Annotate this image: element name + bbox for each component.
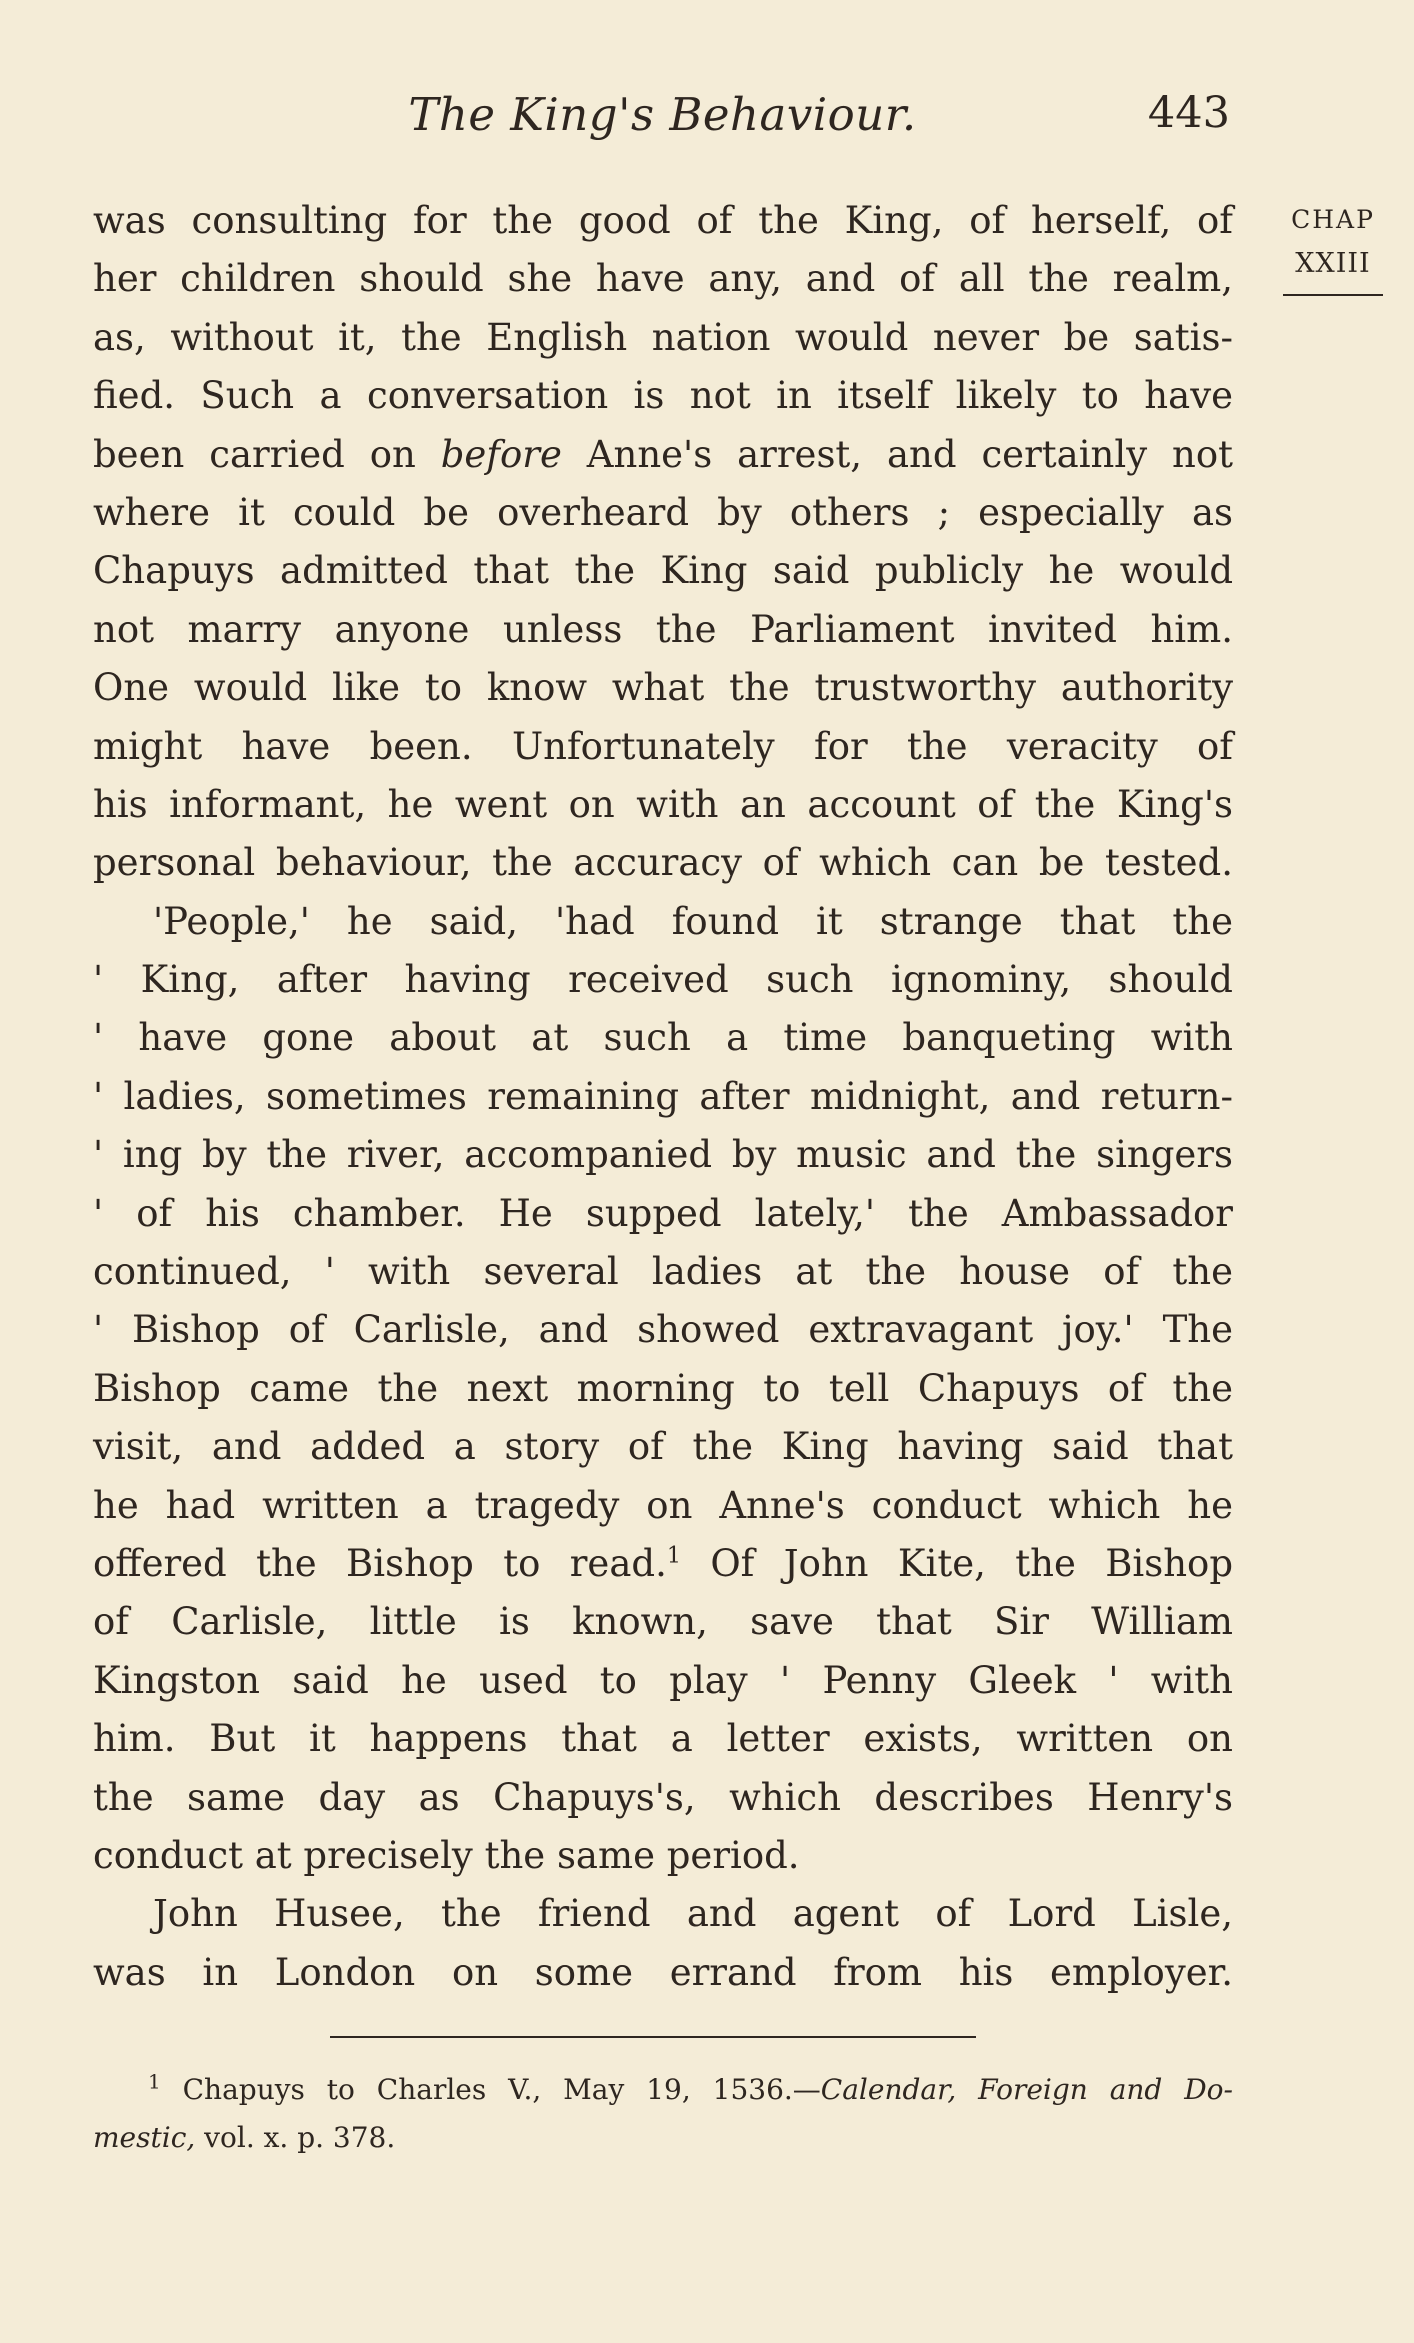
text-line: his informant, he went on with an account of the King's	[93, 782, 1233, 826]
text-line: ' of his chamber. He supped lately,' the Ambassador	[93, 1191, 1233, 1235]
text-line: the same day as Chapuys's, which describes Henry's	[93, 1775, 1233, 1819]
running-title: The King's Behaviour.	[408, 88, 917, 141]
footnotes	[93, 2066, 1233, 2162]
footnote-reference: 1	[666, 1542, 681, 1569]
text-line: ' Bishop of Carlisle, and showed extravagant joy.' The	[93, 1308, 1233, 1352]
text-line: John Husee, the friend and agent of Lord Lisle,	[153, 1892, 1233, 1936]
text-line-with-italic	[93, 426, 1233, 484]
text-segment: Anne's arrest, and certainly not	[561, 432, 1233, 476]
text-line: 'People,' he said, 'had found it strange that the	[153, 899, 1233, 943]
text-line: visit, and added a story of the King having said that	[93, 1425, 1233, 1469]
text-line: Bishop came the next morning to tell Chapuys of the	[93, 1366, 1233, 1410]
body-text	[93, 192, 1233, 2002]
text-line: was consulting for the good of the King, of herself, of	[93, 199, 1233, 242]
chapter-marginal-note	[1283, 198, 1383, 296]
text-line: fied. Such a conversation is not in itself likely to have	[93, 374, 1233, 418]
text-line: personal behaviour, the accuracy of which can be tested.	[93, 841, 1233, 885]
text-line: where it could be overheard by others ; especially as	[93, 490, 1233, 534]
footnote-italic: mestic,	[93, 2121, 196, 2154]
footnote-mark: 1	[148, 2069, 161, 2094]
text-segment: Of John Kite, the Bishop	[680, 1541, 1234, 1585]
footnote-line	[93, 2114, 1233, 2162]
footnote-text: vol. x. p. 378.	[195, 2121, 396, 2154]
footnote-text: Chapuys to Charles V., May 19, 1536.—	[182, 2073, 821, 2106]
text-line: ' ing by the river, accompanied by music and the singers	[93, 1133, 1233, 1177]
text-line: ' have gone about at such a time banqueting with	[93, 1016, 1233, 1060]
text-line-with-footnote-ref	[93, 1535, 1233, 1593]
running-head	[95, 88, 1230, 148]
text-line: was in London on some errand from his employer.	[93, 1950, 1233, 1994]
margin-chap-label: CHAP	[1291, 205, 1375, 234]
text-line: of Carlisle, little is known, save that Sir William	[93, 1600, 1233, 1644]
italic-word: before	[440, 432, 562, 476]
text-line: him. But it happens that a letter exists, written on	[93, 1717, 1233, 1761]
text-line: Chapuys admitted that the King said publicly he would	[93, 549, 1233, 593]
text-line: as, without it, the English nation would never be satis-	[93, 315, 1233, 359]
text-line: One would like to know what the trustworthy authority	[93, 666, 1233, 710]
text-line: might have been. Unfortunately for the veracity of	[93, 724, 1233, 768]
text-line: he had written a tragedy on Anne's conduct which he	[93, 1483, 1233, 1527]
footnote-line	[93, 2066, 1233, 2114]
text-line: ' King, after having received such ignominy, should	[93, 958, 1233, 1002]
text-line: not marry anyone unless the Parliament invited him.	[93, 607, 1233, 651]
text-segment: been carried on	[93, 432, 441, 476]
text-line: her children should she have any, and of all the realm,	[93, 257, 1233, 301]
text-line: continued, ' with several ladies at the house of the	[93, 1250, 1233, 1294]
text-line: ' ladies, sometimes remaining after midnight, and return-	[93, 1074, 1233, 1118]
text-line: conduct at precisely the same period.	[93, 1833, 800, 1877]
text-line: Kingston said he used to play ' Penny Gleek ' with	[93, 1658, 1233, 1702]
margin-chapter-number: XXIII	[1283, 242, 1383, 296]
footnote-italic: Calendar, Foreign and Do-	[820, 2073, 1234, 2106]
footnote-rule	[330, 2036, 976, 2038]
text-segment: offered the Bishop to read.	[93, 1541, 667, 1585]
page-number: 443	[1147, 88, 1230, 138]
